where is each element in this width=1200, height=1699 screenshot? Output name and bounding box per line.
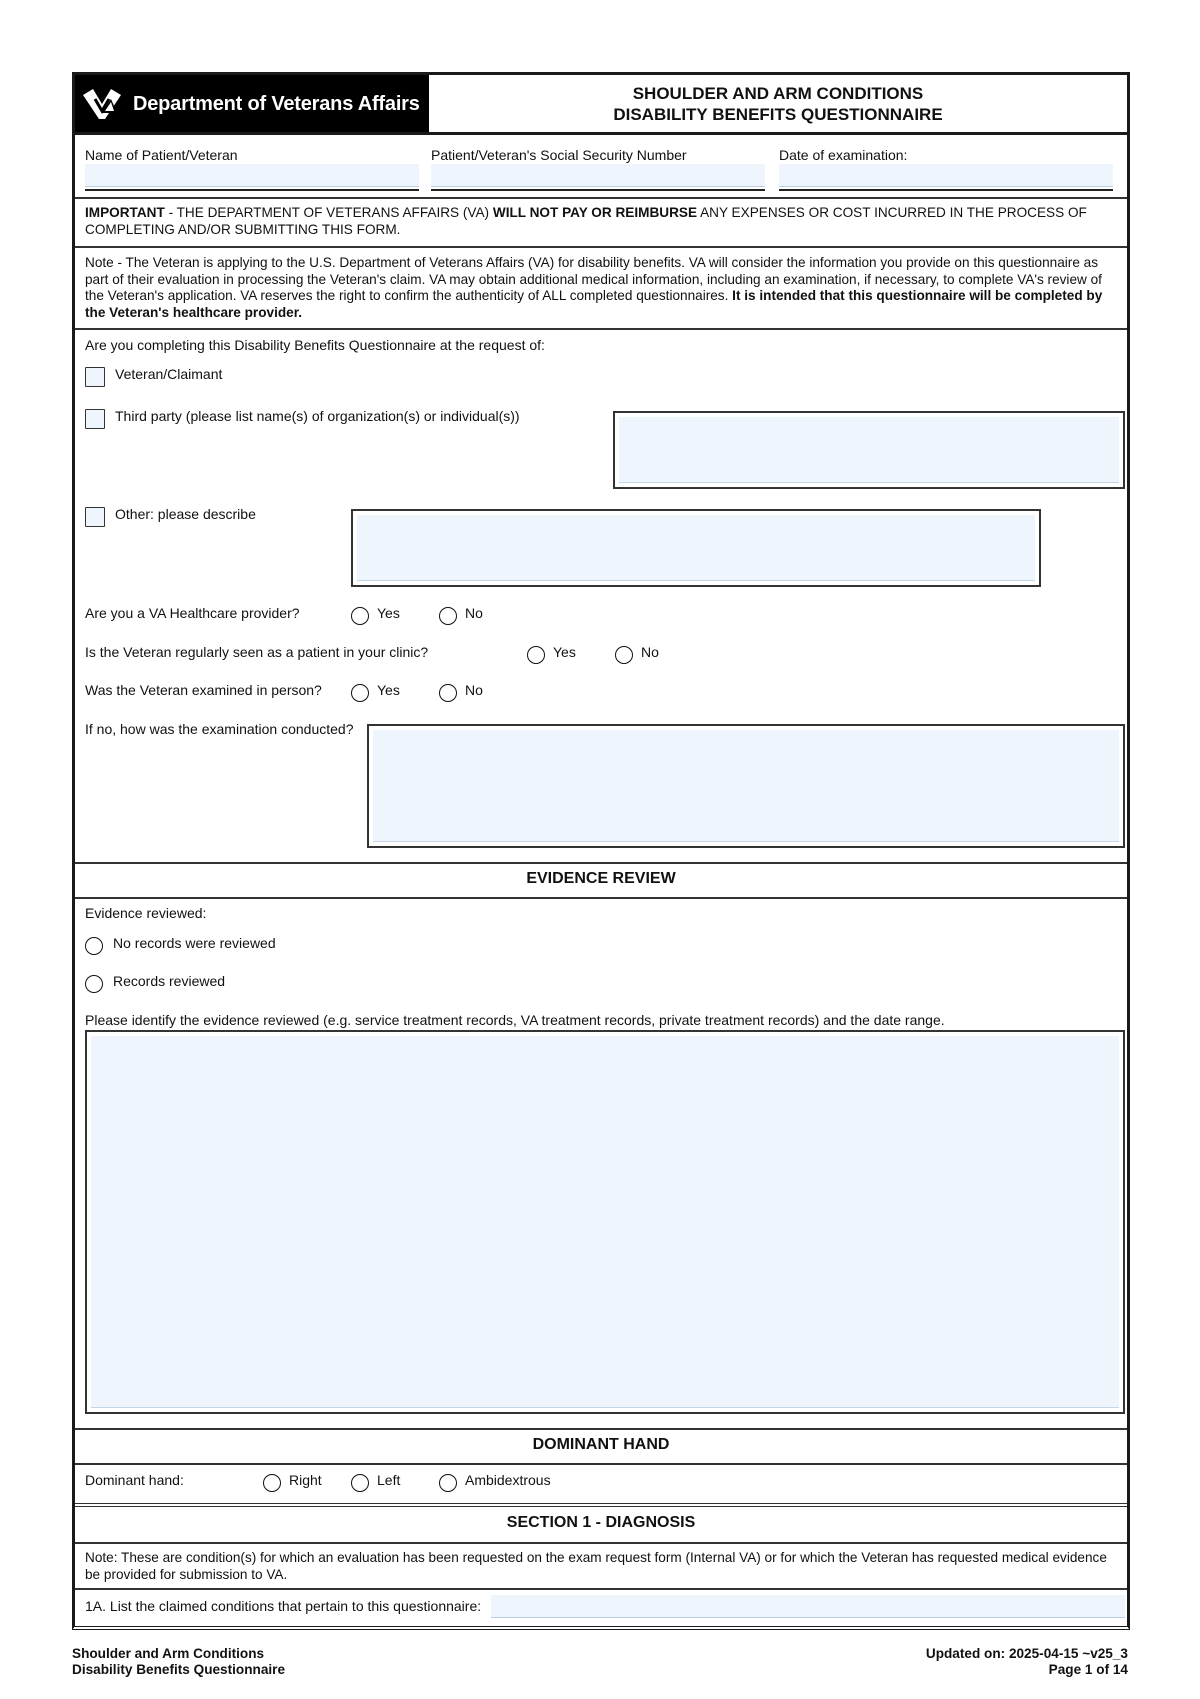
regular-patient-question: Is the Veteran regularly seen as a patient in your clinic? — [85, 644, 429, 660]
other-checkbox[interactable] — [85, 507, 105, 527]
in-person-yes-radio[interactable] — [351, 684, 369, 702]
other-textarea[interactable] — [351, 509, 1041, 587]
regular-patient-yes-label: Yes — [553, 644, 576, 660]
q1a-label: 1A. List the claimed conditions that pertain to this questionnaire: — [85, 1598, 482, 1614]
third-party-checkbox[interactable] — [85, 409, 105, 429]
name-label: Name of Patient/Veteran — [85, 147, 238, 163]
records-reviewed-label: Records reviewed — [113, 973, 226, 989]
footer-form-type: Disability Benefits Questionnaire — [72, 1662, 286, 1677]
dominant-ambidextrous-radio[interactable] — [439, 1474, 457, 1492]
regular-patient-no-label: No — [641, 644, 659, 660]
identify-evidence-label: Please identify the evidence reviewed (e.g. service treatment records, VA treatment records, private treatment records) and the date range. — [85, 1012, 945, 1028]
ssn-label: Patient/Veteran's Social Security Number — [431, 147, 687, 163]
va-provider-yes-label: Yes — [377, 605, 400, 621]
third-party-label: Third party (please list name(s) of organization(s) or individual(s)) — [115, 408, 520, 424]
footer-page-number: Page 1 of 14 — [1048, 1662, 1128, 1677]
footer-form-name: Shoulder and Arm Conditions — [72, 1646, 265, 1661]
title-line-2: DISABILITY BENEFITS QUESTIONNAIRE — [613, 105, 943, 124]
va-logo-icon — [81, 87, 123, 121]
third-party-textarea[interactable] — [613, 411, 1125, 489]
va-provider-yes-radio[interactable] — [351, 607, 369, 625]
exam-method-question: If no, how was the examination conducted? — [85, 721, 354, 737]
request-question: Are you completing this Disability Benefits Questionnaire at the request of: — [85, 337, 545, 353]
exam-method-textarea[interactable] — [367, 724, 1125, 848]
no-records-radio[interactable] — [85, 937, 103, 955]
important-notice: IMPORTANT - THE DEPARTMENT OF VETERANS AFFAIRS (VA) WILL NOT PAY OR REIMBURSE ANY EXPENSES OR COST INCURRED IN THE PROCESS OF COMPLETING AND/OR SUBMITTING THIS FORM. — [85, 205, 1087, 237]
section1-note: Note: These are condition(s) for which an evaluation has been requested on the exam request form (Internal VA) or for which the Veteran has requested medical evidence be provided for submission to VA. — [85, 1550, 1107, 1582]
footer-right — [926, 1646, 1128, 1678]
form-title — [429, 75, 1127, 133]
dominant-left-label: Left — [377, 1472, 401, 1488]
evidence-textarea[interactable] — [85, 1030, 1125, 1414]
org-name: Department of Veterans Affairs — [133, 92, 420, 115]
dominant-hand-label: Dominant hand: — [85, 1472, 184, 1488]
title-line-1: SHOULDER AND ARM CONDITIONS — [632, 84, 924, 103]
other-label: Other: please describe — [115, 506, 256, 522]
name-input[interactable] — [85, 164, 419, 187]
veteran-claimant-checkbox[interactable] — [85, 367, 105, 387]
dominant-ambidextrous-label: Ambidextrous — [465, 1472, 551, 1488]
dominant-hand-heading: DOMINANT HAND — [532, 1436, 670, 1453]
evidence-reviewed-label: Evidence reviewed: — [85, 905, 207, 921]
footer-left — [72, 1646, 285, 1678]
va-provider-no-label: No — [465, 605, 483, 621]
va-header-logo — [75, 75, 429, 133]
in-person-yes-label: Yes — [377, 682, 400, 698]
section1-heading: SECTION 1 - DIAGNOSIS — [506, 1514, 696, 1531]
exam-date-input[interactable] — [779, 164, 1113, 187]
regular-patient-no-radio[interactable] — [615, 646, 633, 664]
veteran-claimant-label: Veteran/Claimant — [115, 366, 223, 382]
regular-patient-yes-radio[interactable] — [527, 646, 545, 664]
dominant-right-label: Right — [289, 1472, 322, 1488]
dominant-left-radio[interactable] — [351, 1474, 369, 1492]
no-records-label: No records were reviewed — [113, 935, 276, 951]
dominant-right-radio[interactable] — [263, 1474, 281, 1492]
in-person-no-radio[interactable] — [439, 684, 457, 702]
footer-updated: Updated on: 2025-04-15 ~v25_3 — [925, 1646, 1128, 1661]
in-person-question: Was the Veteran examined in person? — [85, 682, 322, 698]
note-paragraph: Note - The Veteran is applying to the U.S. Department of Veterans Affairs (VA) for disability benefits. VA will consider the information you provide on this questionnaire as part of their evaluation in processing the Veteran's claim. VA may obtain additional medical information, including an examination, if necessary, to complete VA's review of the Veteran's application. VA reserves the right to confirm the authenticity of ALL completed questionnaires. It is intended that this questionnaire will be completed by the Veteran's healthcare provider. — [85, 255, 1103, 320]
va-provider-question: Are you a VA Healthcare provider? — [85, 605, 300, 621]
exam-date-label: Date of examination: — [779, 147, 908, 163]
dbq-form — [72, 72, 1130, 1630]
evidence-review-heading: EVIDENCE REVIEW — [526, 870, 676, 887]
va-provider-no-radio[interactable] — [439, 607, 457, 625]
in-person-no-label: No — [465, 682, 483, 698]
records-reviewed-radio[interactable] — [85, 975, 103, 993]
ssn-input[interactable] — [431, 164, 765, 187]
q1a-input[interactable] — [491, 1595, 1125, 1618]
